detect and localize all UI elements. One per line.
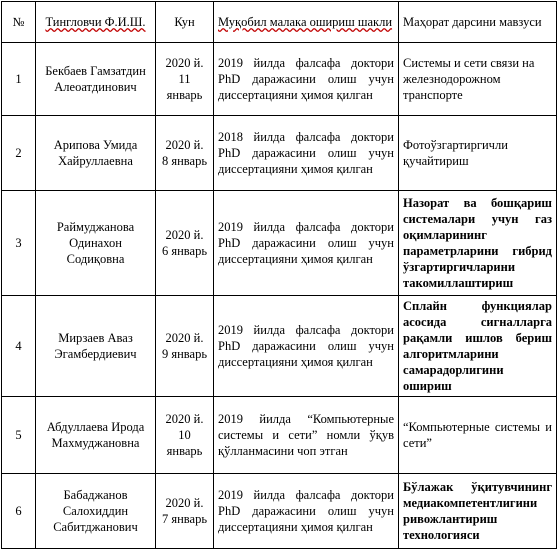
row-name: Абдуллаева Ирода Махмуджановна — [36, 397, 156, 474]
row-num: 2 — [2, 116, 36, 191]
row-date: 2020 й. 10 январь — [156, 397, 214, 474]
row-achievement: 2019 йилда “Компьютерные системы и сети” номли ўқув қўлланмасини чоп этган — [214, 397, 399, 474]
row-achievement: 2019 йилда фалсафа доктори PhD даражасини олиш учун диссертацияни ҳимоя қилган — [214, 474, 399, 549]
header-topic: Маҳорат дарсини мавзуси — [399, 2, 557, 43]
table-row — [2, 191, 557, 296]
row-num: 4 — [2, 296, 36, 397]
row-num: 1 — [2, 43, 36, 116]
row-num: 3 — [2, 191, 36, 296]
row-num: 5 — [2, 397, 36, 474]
schedule-table — [1, 1, 557, 549]
header-name: Тингловчи Ф.И.Ш. — [36, 2, 156, 43]
row-name: Раймуджанова Одинахон Содиқовна — [36, 191, 156, 296]
header-row — [2, 2, 557, 43]
row-num: 6 — [2, 474, 36, 549]
table-row — [2, 474, 557, 549]
row-topic: Назорат ва бошқариш системалари учун газ оқимларининг параметрларини гибрид ўзгартиргичларини такомиллаштириш — [399, 191, 557, 296]
table-row — [2, 43, 557, 116]
row-achievement: 2019 йилда фалсафа доктори PhD даражасини олиш учун диссертацияни ҳимоя қилган — [214, 43, 399, 116]
header-num: № — [2, 2, 36, 43]
table-row — [2, 116, 557, 191]
row-topic: Сплайн функциялар асосида сигналларга рақамли ишлов бериш алгоритмларини самарадорлигини ошириш — [399, 296, 557, 397]
row-date: 2020 й. 6 январь — [156, 191, 214, 296]
row-name: Бекбаев Гамзатдин Алеоатдинович — [36, 43, 156, 116]
row-topic: “Компьютерные системы и сети” — [399, 397, 557, 474]
row-topic: Бўлажак ўқитувчининг медиакомпетентлигини ривожлантириш технологияси — [399, 474, 557, 549]
header-achievement: Муқобил малака ошириш шакли — [214, 2, 399, 43]
row-achievement: 2019 йилда фалсафа доктори PhD даражасини олиш учун диссертацияни ҳимоя қилган — [214, 296, 399, 397]
row-topic: Системы и сети связи на железнодорожном транспорте — [399, 43, 557, 116]
table-row — [2, 397, 557, 474]
row-date: 2020 й. 8 январь — [156, 116, 214, 191]
row-date: 2020 й. 11 январь — [156, 43, 214, 116]
header-date: Кун — [156, 2, 214, 43]
table-row — [2, 296, 557, 397]
row-achievement: 2018 йилда фалсафа доктори PhD даражасини олиш учун диссертацияни ҳимоя қилган — [214, 116, 399, 191]
row-name: Мирзаев Аваз Эгамбердиевич — [36, 296, 156, 397]
row-date: 2020 й. 7 январь — [156, 474, 214, 549]
row-achievement: 2019 йилда фалсафа доктори PhD даражасини олиш учун диссертацияни ҳимоя қилган — [214, 191, 399, 296]
row-topic: Фотоўзгартиргичли қучайтириш — [399, 116, 557, 191]
row-date: 2020 й. 9 январь — [156, 296, 214, 397]
row-name: Бабаджанов Салохиддин Сабитджанович — [36, 474, 156, 549]
row-name: Арипова Умида Хайруллаевна — [36, 116, 156, 191]
